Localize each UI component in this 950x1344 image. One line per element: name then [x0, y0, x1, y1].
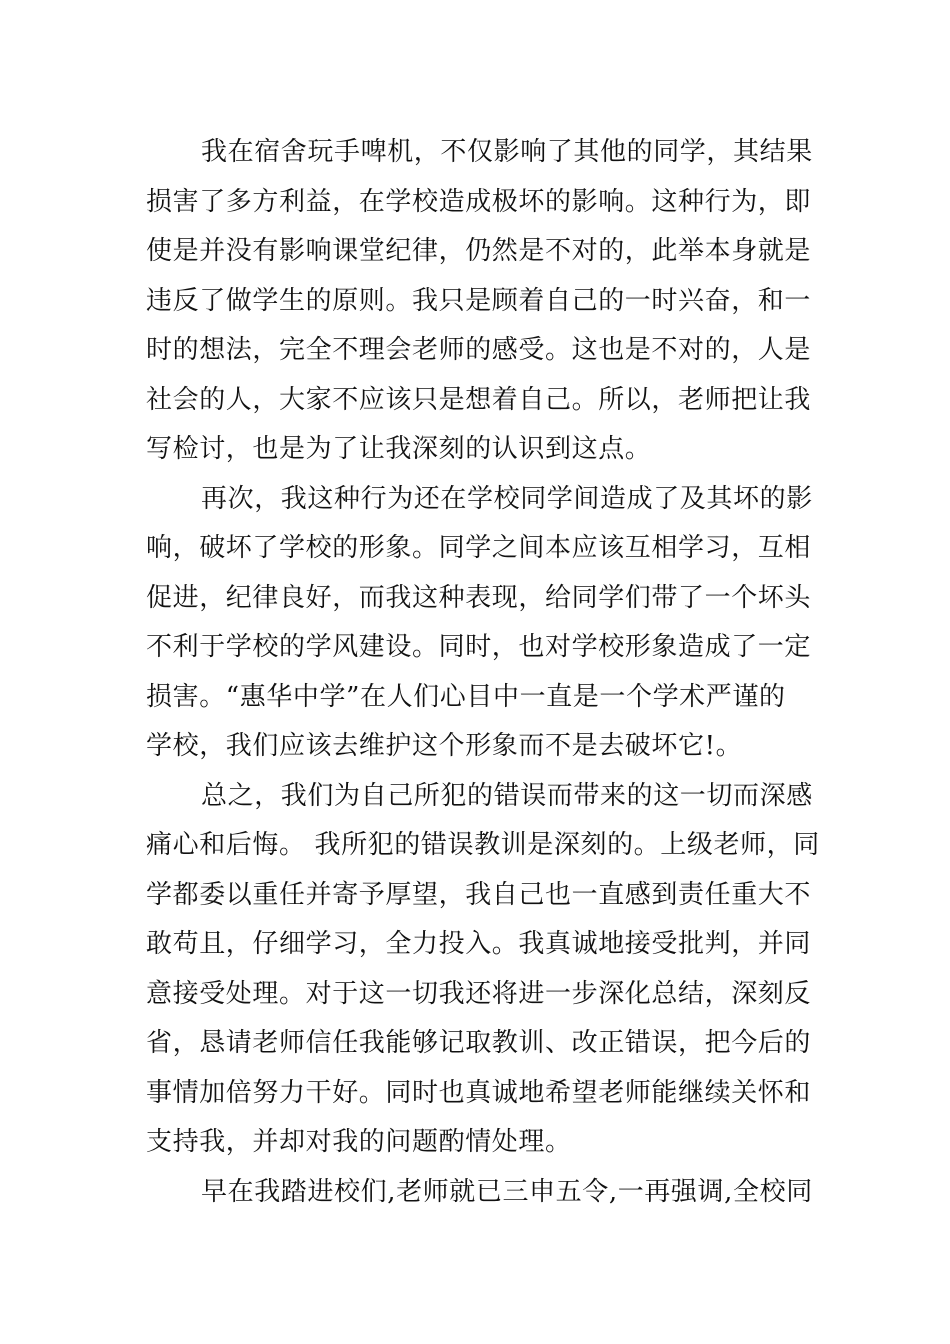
text-line: 损害了多方利益，在学校造成极坏的影响。这种行为，即 — [146, 186, 812, 217]
text-line: 总之，我们为自己所犯的错误而带来的这一切而深感 — [201, 780, 813, 811]
paragraph-3 — [146, 772, 820, 1168]
text-line: 敢苟且，仔细学习，全力投入。我真诚地接受批判，并同 — [146, 929, 812, 959]
text-line: 意接受处理。对于这一切我还将进一步深化总结，深刻反 — [146, 978, 812, 1009]
text-line: 我在宿舍玩手啤机，不仅影响了其他的同学，其结果 — [201, 137, 813, 167]
text-line: 支持我，并却对我的问题酌情处理。 — [146, 1127, 572, 1157]
paragraph-4 — [146, 1168, 813, 1218]
text-line: 使是并没有影响课堂纪律，仍然是不对的，此举本身就是 — [146, 236, 812, 266]
text-line: 违反了做学生的原则。我只是顾着自己的一时兴奋，和一 — [146, 285, 812, 316]
text-line: 损害。“惠华中学”在人们心目中一直是一个学术严谨的 — [146, 681, 786, 712]
text-line: 响，破坏了学校的形象。同学之间本应该互相学习，互相 — [146, 533, 812, 563]
text-line: 早在我踏进校们,老师就已三申五令,一再强调,全校同 — [201, 1176, 813, 1207]
text-line: 省，恳请老师信任我能够记取教训、改正错误，把今后的 — [146, 1028, 812, 1058]
paragraph-1 — [146, 128, 813, 475]
text-line: 事情加倍努力干好。同时也真诚地希望老师能继续关怀和 — [146, 1077, 812, 1108]
text-line: 学校，我们应该去维护这个形象而不是去破坏它!。 — [146, 731, 743, 761]
text-line: 社会的人，大家不应该只是想着自己。所以，老师把让我 — [146, 384, 812, 415]
text-line: 痛心和后悔。 我所犯的错误教训是深刻的。上级老师，同 — [146, 830, 820, 860]
text-line: 学都委以重任并寄予厚望，我自己也一直感到责任重大不 — [146, 879, 812, 910]
text-line: 时的想法，完全不理会老师的感受。这也是不对的，人是 — [146, 335, 812, 365]
paragraph-2 — [146, 475, 813, 772]
text-line: 再次，我这种行为还在学校同学间造成了及其坏的影 — [201, 483, 813, 514]
document-body — [146, 128, 820, 1217]
text-line: 不利于学校的学风建设。同时，也对学校形象造成了一定 — [146, 632, 812, 662]
text-line: 写检讨，也是为了让我深刻的认识到这点。 — [146, 434, 652, 464]
text-line: 促进，纪律良好，而我这种表现，给同学们带了一个坏头 — [146, 582, 812, 613]
